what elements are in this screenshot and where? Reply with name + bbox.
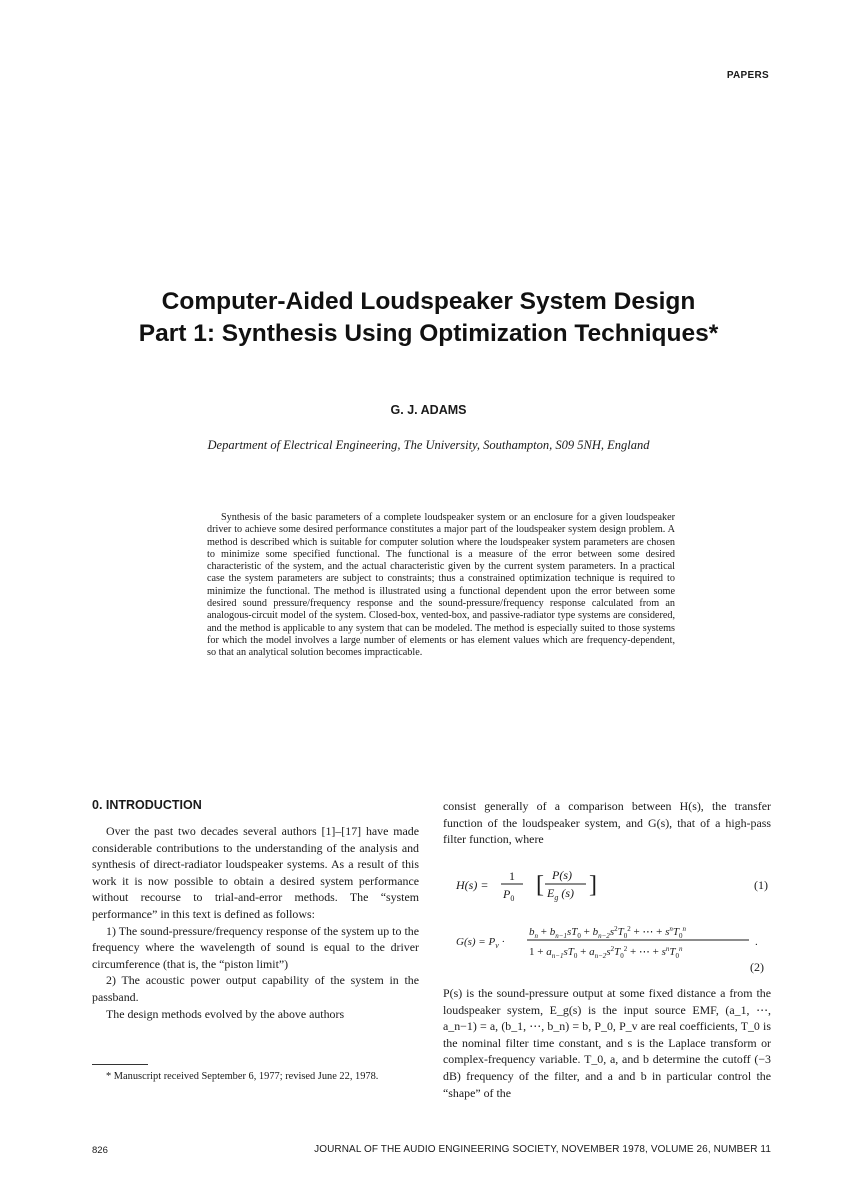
right-paragraph-2: P(s) is the sound-pressure output at some fixed distance a from the loudspeaker system, E_g(s) is the input source EMF, (a_1, ⋯, a_n−1) = a, (b_1, ⋯, b_n) = b, P_0, P_v are real coefficients, T_0 is the nominal filter time constant, and s is the Laplace transform or complex-frequency variable. T_0, a, and b determine the cutoff (−3 dB) frequency of the filter, and a and b in particular control the “shape” of the bbox=[443, 986, 771, 1100]
eq1-bracket-left: [ bbox=[536, 872, 544, 898]
intro-paragraph-1: Over the past two decades several authors [1]–[17] have made considerable contributions to the understanding of the analysis and synthesis of direct-radiator loudspeaker systems. As a result of this work it is now possible to obtain a desired system performance without recourse to trial-and-error methods. The “system performance” in this text is defined as follows: bbox=[92, 824, 419, 921]
eq1-lhs: H(s) = bbox=[456, 878, 489, 892]
eq2-lhs: $G(s) = P_\nu$ · bbox=[456, 936, 506, 950]
eq2-numerator: $b_n + b_{n-1}sT_0 + b_{n-2}s^2T_0^2$ + ⋯ + $s^nT_0^n$ bbox=[529, 925, 687, 940]
left-column bbox=[92, 798, 419, 1022]
eq1-den-1: $P_0$ bbox=[503, 887, 515, 903]
journal-footer: JOURNAL OF THE AUDIO ENGINEERING SOCIETY, NOVEMBER 1978, VOLUME 26, NUMBER 11 bbox=[314, 1144, 771, 1155]
intro-paragraph-2: 1) The sound-pressure/frequency response of the system up to the frequency where the wavelength of sound is equal to the driver circumference (that is, the “piston limit”) bbox=[92, 923, 419, 971]
right-column-bottom bbox=[443, 985, 771, 1101]
author-affiliation: Department of Electrical Engineering, The University, Southampton, S09 5NH, England bbox=[207, 438, 650, 452]
title-line-2: Part 1: Synthesis Using Optimization Techniques* bbox=[138, 320, 719, 347]
eq1-bracket-right: ] bbox=[589, 872, 597, 898]
eq1-num-2: P(s) bbox=[552, 868, 572, 882]
footnote-rule bbox=[92, 1064, 148, 1065]
page-number: 826 bbox=[92, 1145, 108, 1156]
equation-2 bbox=[443, 922, 771, 974]
intro-paragraph-4: The design methods evolved by the above authors bbox=[106, 1006, 345, 1021]
section-heading-introduction: 0. INTRODUCTION bbox=[92, 798, 202, 812]
equation-1-number: (1) bbox=[754, 878, 768, 892]
paper-title bbox=[0, 286, 857, 350]
right-column-top bbox=[443, 798, 771, 848]
title-line-1: Computer-Aided Loudspeaker System Design bbox=[161, 288, 696, 315]
eq1-den-2: $E_g$ (s) bbox=[547, 886, 575, 902]
equation-1 bbox=[443, 867, 771, 903]
eq1-num-1: 1 bbox=[509, 869, 515, 883]
intro-paragraph-3: 2) The acoustic power output capability of the system in the passband. bbox=[92, 973, 419, 1004]
eq2-trailing-dot: . bbox=[755, 936, 758, 948]
equation-2-number: (2) bbox=[750, 960, 764, 974]
eq2-denominator: $1 + a_{n-1}sT_0 + a_{n-2}s^2T_0^2$ + ⋯ + $s^nT_0^n$ bbox=[529, 945, 683, 960]
section-label: PAPERS bbox=[726, 70, 769, 81]
footnote: * Manuscript received September 6, 1977; revised June 22, 1978. bbox=[106, 1071, 379, 1082]
right-paragraph-1: consist generally of a comparison between H(s), the transfer function of the loudspeaker system, and G(s), that of a high-pass filter function, where bbox=[443, 799, 771, 847]
abstract: Synthesis of the basic parameters of a complete loudspeaker system or an enclosure for a given loudspeaker driver to achieve some desired performance constitutes a major part of the loudspeaker system design problem. A method is described which is suitable for computer solution where the loudspeaker system parameters are chosen to minimize some specified functional. The functional is a measure of the error between some desired characteristic of the system, and the actual characteristic given by the current system parameters. In a practical case the system parameters are subject to constraints; thus a constrained optimization technique is required to minimize the functional. The method is illustrated using a functional dependent upon the error between some desired sound pressure/frequency response and the sound-pressure/frequency response calculated from an analogous-circuit model of the system. Closed-box, vented-box, and passive-radiator type systems are considered, and the method is applicable to any system that can be modeled. The method is especially suited to those systems for which the model involves a large number of elements or has element values which are frequency-dependent, so that an analytical solution becomes impracticable. bbox=[207, 512, 675, 659]
author-name: G. J. ADAMS bbox=[390, 403, 467, 417]
